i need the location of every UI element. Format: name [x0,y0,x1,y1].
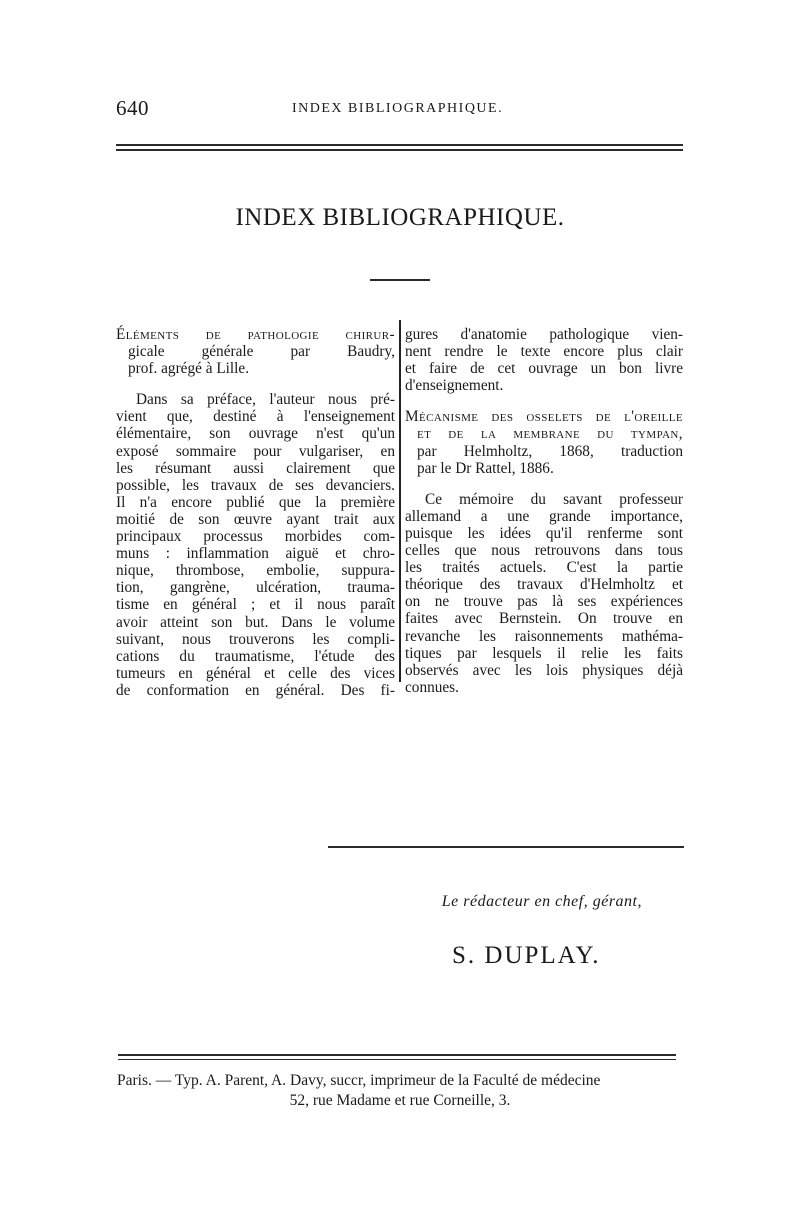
body-line: principaux processus morbides com- [116,528,395,546]
entry-heading-line: prof. agrégé à Lille. [128,360,250,378]
body-line: revanche les raisonnements mathéma- [405,627,683,645]
editor-name: S. DUPLAY. [452,942,601,969]
main-title: INDEX BIBLIOGRAPHIQUE. [235,204,565,231]
body-line: tumeurs en général et celle des vices [116,664,395,682]
body-line: cations du traumatisme, l'étude des [116,647,395,665]
page-number: 640 [116,96,149,120]
entry-heading-line: et de la membrane du tympan, [417,425,683,443]
column-divider [399,320,401,682]
body-line: muns : inflammation aiguë et chro- [116,545,395,563]
body-line: tiques par lesquels il relie les faits [405,644,683,662]
body-line: connues. [405,678,459,696]
header-rule-bottom [116,149,683,151]
body-line: Il n'a encore publié que la première [116,493,395,511]
body-line: Ce mémoire du savant professeur [425,490,683,508]
imprint-line: Paris. — Typ. A. Parent, A. Davy, succr, imprimeur de la Faculté de médecine [117,1072,601,1089]
entry-heading-line: par le Dr Rattel, 1886. [417,459,554,477]
body-line: élémentaire, son ouvrage n'est qu'un [116,425,395,443]
title-ornament-rule [370,279,430,281]
body-line: faites avec Bernstein. On trouve en [405,610,683,628]
body-line: nent rendre le texte encore plus clair [405,343,683,361]
entry-heading-line: Éléments de pathologie chirur- [116,326,395,343]
body-line: possible, les travaux de ses devanciers. [116,476,395,494]
right-column [405,326,683,696]
body-line: d'enseignement. [405,377,504,395]
body-line: et faire de cet ouvrage un bon livre [405,360,683,378]
body-line: Dans sa préface, l'auteur nous pré- [136,391,395,409]
body-line: théorique des travaux d'Helmholtz et [405,576,683,594]
body-line: vient que, destiné à l'enseignement [116,408,395,426]
editor-title: Le rédacteur en chef, gérant, [441,893,642,910]
body-line: moitié de son œuvre ayant trait aux [116,510,395,528]
body-line: les résumant aussi clairement que [116,459,395,477]
body-line: on ne trouve pas là ses expériences [405,593,683,611]
entry-heading-line: par Helmholtz, 1868, traduction [417,442,683,460]
body-line: avoir atteint son but. Dans le volume [116,613,395,631]
body-line: exposé sommaire pour vulgariser, en [116,442,395,460]
body-line: gures d'anatomie pathologique vien- [405,326,683,343]
body-line: suivant, nous trouverons les compli- [116,630,395,648]
body-line: les traités actuels. C'est la partie [405,559,683,577]
imprint-rule-top [118,1054,676,1056]
body-line: observés avec les lois physiques déjà [405,661,683,679]
left-column [116,326,395,699]
entry-heading-line: gicale générale par Baudry, [128,343,395,361]
body-line: tion, gangrène, ulcération, trauma- [116,579,395,597]
header-rule-top [116,144,683,146]
running-head: INDEX BIBLIOGRAPHIQUE. [292,101,504,116]
body-line: celles que nous retrouvons dans tous [405,542,683,560]
body-line: tisme en général ; et il nous paraît [116,596,395,614]
body-line: puisque les idées qu'il renferme sont [405,524,683,542]
body-line: de conformation en général. Des fi- [116,681,395,699]
imprint-rule-bottom [118,1059,676,1060]
signature-rule [328,846,684,848]
body-line: nique, thrombose, embolie, suppura- [116,562,395,580]
imprint-address: 52, rue Madame et rue Corneille, 3. [289,1092,511,1109]
entry-heading-line: Mécanisme des osselets de l'oreille [405,408,683,426]
body-line: allemand a une grande importance, [405,507,683,525]
